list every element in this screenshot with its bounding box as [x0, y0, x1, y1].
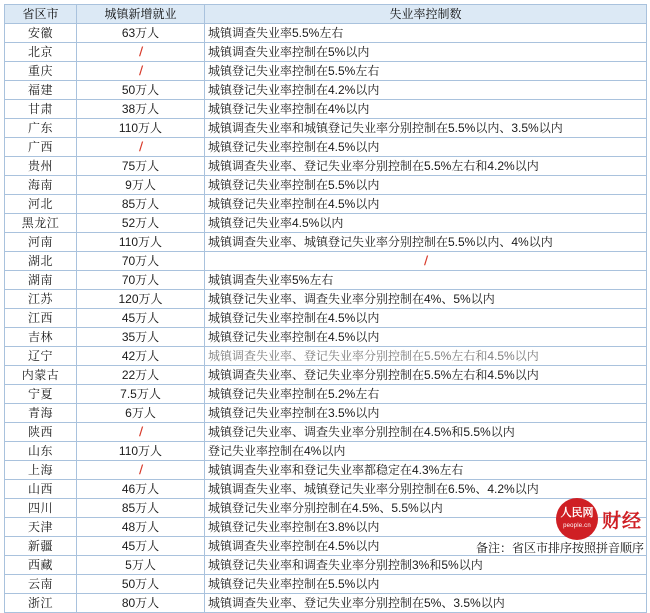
table-row — [5, 176, 647, 195]
cell-province[interactable]: 广东 — [5, 119, 77, 138]
cell-unemployment-target[interactable]: 城镇登记失业率控制在4.5%以内 — [205, 328, 647, 347]
cell-unemployment-target[interactable]: 城镇登记失业率控制在3.5%以内 — [205, 404, 647, 423]
not-available-slash-icon: / — [139, 44, 142, 59]
cell-new-jobs[interactable]: 42万人 — [77, 347, 205, 366]
table-row — [5, 480, 647, 499]
table-row — [5, 347, 647, 366]
cell-province[interactable]: 陕西 — [5, 423, 77, 442]
not-available-slash-icon: / — [139, 462, 142, 477]
not-available-slash-icon: / — [424, 253, 427, 268]
cell-unemployment-target[interactable]: 城镇登记失业率控制在4.5%以内 — [205, 309, 647, 328]
cell-unemployment-target[interactable]: 城镇调查失业率控制在5%以内 — [205, 43, 647, 62]
cell-new-jobs[interactable]: 35万人 — [77, 328, 205, 347]
cell-unemployment-target[interactable]: 城镇登记失业率、调查失业率分别控制在4.5%和5.5%以内 — [205, 423, 647, 442]
cell-province[interactable]: 海南 — [5, 176, 77, 195]
cell-province[interactable]: 云南 — [5, 575, 77, 594]
table-row — [5, 556, 647, 575]
cell-new-jobs[interactable]: 38万人 — [77, 100, 205, 119]
cell-unemployment-target[interactable]: 城镇登记失业率控制在4%以内 — [205, 100, 647, 119]
cell-new-jobs[interactable]: 48万人 — [77, 518, 205, 537]
cell-new-jobs[interactable]: 70万人 — [77, 252, 205, 271]
cell-new-jobs[interactable]: 45万人 — [77, 537, 205, 556]
footer-note: 备注：省区市排序按照拼音顺序 — [475, 541, 644, 555]
cell-new-jobs[interactable]: 85万人 — [77, 499, 205, 518]
cell-province[interactable]: 贵州 — [5, 157, 77, 176]
table-row — [5, 328, 647, 347]
table-row — [5, 24, 647, 43]
not-available-slash-icon: / — [139, 424, 142, 439]
cell-new-jobs[interactable]: 50万人 — [77, 575, 205, 594]
employment-targets-table — [4, 4, 647, 613]
cell-unemployment-target[interactable]: 城镇调查失业率、城镇登记失业率分别控制在6.5%、4.2%以内 — [205, 480, 647, 499]
table-row — [5, 81, 647, 100]
cell-province[interactable]: 辽宁 — [5, 347, 77, 366]
table-row — [5, 518, 647, 537]
cell-unemployment-target[interactable]: 城镇调查失业率控制在4.5%以内 — [205, 537, 647, 556]
cell-province[interactable]: 天津 — [5, 518, 77, 537]
table-row — [5, 252, 647, 271]
table-header-row — [5, 5, 647, 24]
cell-unemployment-target[interactable]: 城镇调查失业率、城镇登记失业率分别控制在5.5%以内、4%以内 — [205, 233, 647, 252]
cell-province[interactable]: 安徽 — [5, 24, 77, 43]
not-available-slash-icon: / — [139, 63, 142, 78]
cell-new-jobs[interactable]: 110万人 — [77, 233, 205, 252]
table-row — [5, 195, 647, 214]
cell-new-jobs[interactable]: 85万人 — [77, 195, 205, 214]
cell-unemployment-target[interactable]: 城镇调查失业率、登记失业率分别控制在5.5%左右和4.5%以内 — [205, 347, 647, 366]
cell-province[interactable]: 河南 — [5, 233, 77, 252]
cell-unemployment-target[interactable]: 城镇登记失业率控制在3.8%以内 — [205, 518, 647, 537]
table-row — [5, 119, 647, 138]
cell-unemployment-target[interactable]: 城镇登记失业率控制在5.5%以内 — [205, 176, 647, 195]
cell-new-jobs[interactable]: 110万人 — [77, 442, 205, 461]
cell-province[interactable]: 重庆 — [5, 62, 77, 81]
cell-new-jobs[interactable]: 120万人 — [77, 290, 205, 309]
cell-unemployment-target[interactable]: 城镇登记失业率和调查失业率分别控制3%和5%以内 — [205, 556, 647, 575]
cell-province[interactable]: 江西 — [5, 309, 77, 328]
cell-province[interactable]: 浙江 — [5, 594, 77, 613]
people-cn-finance-logo — [556, 498, 642, 540]
cell-unemployment-target[interactable]: 城镇登记失业率控制在5.2%左右 — [205, 385, 647, 404]
cell-new-jobs[interactable] — [77, 461, 205, 480]
table-row — [5, 461, 647, 480]
cell-unemployment-target[interactable]: 城镇登记失业率控制在4.5%以内 — [205, 138, 647, 157]
table-row — [5, 366, 647, 385]
table-row — [5, 385, 647, 404]
cell-province[interactable]: 江苏 — [5, 290, 77, 309]
cell-new-jobs[interactable]: 75万人 — [77, 157, 205, 176]
cell-unemployment-target[interactable]: 城镇调查失业率、登记失业率分别控制在5%、3.5%以内 — [205, 594, 647, 613]
people-cn-badge-icon — [556, 498, 598, 540]
cell-new-jobs[interactable]: 7.5万人 — [77, 385, 205, 404]
cell-province[interactable]: 北京 — [5, 43, 77, 62]
cell-province[interactable]: 湖南 — [5, 271, 77, 290]
cell-province[interactable]: 福建 — [5, 81, 77, 100]
table-row — [5, 309, 647, 328]
cell-province[interactable]: 河北 — [5, 195, 77, 214]
table-row — [5, 43, 647, 62]
table-row — [5, 271, 647, 290]
column-header-province: 省区市 — [5, 5, 77, 24]
cell-province[interactable]: 甘肃 — [5, 100, 77, 119]
cell-unemployment-target[interactable]: 登记失业率控制在4%以内 — [205, 442, 647, 461]
table-row — [5, 214, 647, 233]
cell-unemployment-target[interactable]: 城镇登记失业率控制在5.5%以内 — [205, 575, 647, 594]
cell-unemployment-target[interactable]: 城镇调查失业率、登记失业率分别控制在5.5%左右和4.2%以内 — [205, 157, 647, 176]
table-row — [5, 138, 647, 157]
cell-unemployment-target[interactable]: 城镇登记失业率、调查失业率分别控制在4%、5%以内 — [205, 290, 647, 309]
cell-province[interactable]: 吉林 — [5, 328, 77, 347]
cell-new-jobs[interactable]: 50万人 — [77, 81, 205, 100]
table-row — [5, 594, 647, 613]
cell-province[interactable]: 广西 — [5, 138, 77, 157]
cell-new-jobs[interactable] — [77, 62, 205, 81]
cell-new-jobs[interactable]: 70万人 — [77, 271, 205, 290]
table-row — [5, 290, 647, 309]
cell-new-jobs[interactable]: 6万人 — [77, 404, 205, 423]
cell-unemployment-target[interactable]: 城镇调查失业率和登记失业率都稳定在4.3%左右 — [205, 461, 647, 480]
cell-province[interactable]: 山东 — [5, 442, 77, 461]
table-row — [5, 62, 647, 81]
cell-new-jobs[interactable]: 45万人 — [77, 309, 205, 328]
column-header-unemployment-target: 失业率控制数 — [205, 5, 647, 24]
cell-province[interactable]: 新疆 — [5, 537, 77, 556]
table-row — [5, 575, 647, 594]
cell-unemployment-target[interactable]: 城镇调查失业率、登记失业率分别控制在5.5%左右和4.5%以内 — [205, 366, 647, 385]
not-available-slash-icon: / — [139, 139, 142, 154]
cell-unemployment-target[interactable]: 城镇登记失业率控制在4.5%以内 — [205, 195, 647, 214]
cell-new-jobs[interactable]: 9万人 — [77, 176, 205, 195]
cell-new-jobs[interactable]: 110万人 — [77, 119, 205, 138]
column-header-new-jobs: 城镇新增就业 — [77, 5, 205, 24]
cell-new-jobs[interactable]: 5万人 — [77, 556, 205, 575]
table-row — [5, 233, 647, 252]
table-row — [5, 442, 647, 461]
cell-unemployment-target[interactable]: 城镇登记失业率控制在5.5%左右 — [205, 62, 647, 81]
cell-province[interactable]: 内蒙古 — [5, 366, 77, 385]
cell-new-jobs[interactable] — [77, 423, 205, 442]
table-body — [5, 24, 647, 613]
cell-province[interactable]: 上海 — [5, 461, 77, 480]
cell-new-jobs[interactable]: 46万人 — [77, 480, 205, 499]
logo-text: 财经 — [601, 510, 642, 532]
people-cn-badge-url: people.cn — [563, 522, 591, 529]
cell-unemployment-target[interactable] — [205, 252, 647, 271]
cell-new-jobs[interactable]: 63万人 — [77, 24, 205, 43]
cell-province[interactable]: 宁夏 — [5, 385, 77, 404]
cell-new-jobs[interactable] — [77, 43, 205, 62]
cell-new-jobs[interactable]: 52万人 — [77, 214, 205, 233]
table-row — [5, 157, 647, 176]
cell-province[interactable]: 山西 — [5, 480, 77, 499]
cell-unemployment-target[interactable]: 城镇登记失业率分别控制在4.5%、5.5%以内 — [205, 499, 647, 518]
cell-province[interactable]: 西藏 — [5, 556, 77, 575]
people-cn-badge-label: 人民网 — [560, 506, 594, 519]
cell-province[interactable]: 四川 — [5, 499, 77, 518]
cell-unemployment-target[interactable]: 城镇调查失业率和城镇登记失业率分别控制在5.5%以内、3.5%以内 — [205, 119, 647, 138]
cell-unemployment-target[interactable]: 城镇调查失业率5%左右 — [205, 271, 647, 290]
table-row — [5, 499, 647, 518]
cell-new-jobs[interactable]: 22万人 — [77, 366, 205, 385]
cell-unemployment-target[interactable]: 城镇调查失业率5.5%左右 — [205, 24, 647, 43]
cell-unemployment-target[interactable]: 城镇登记失业率控制在4.2%以内 — [205, 81, 647, 100]
cell-province[interactable]: 黑龙江 — [5, 214, 77, 233]
table-row — [5, 423, 647, 442]
table-row — [5, 100, 647, 119]
cell-unemployment-target[interactable]: 城镇登记失业率4.5%以内 — [205, 214, 647, 233]
cell-new-jobs[interactable]: 80万人 — [77, 594, 205, 613]
cell-province[interactable]: 青海 — [5, 404, 77, 423]
cell-new-jobs[interactable] — [77, 138, 205, 157]
table-row — [5, 404, 647, 423]
cell-province[interactable]: 湖北 — [5, 252, 77, 271]
